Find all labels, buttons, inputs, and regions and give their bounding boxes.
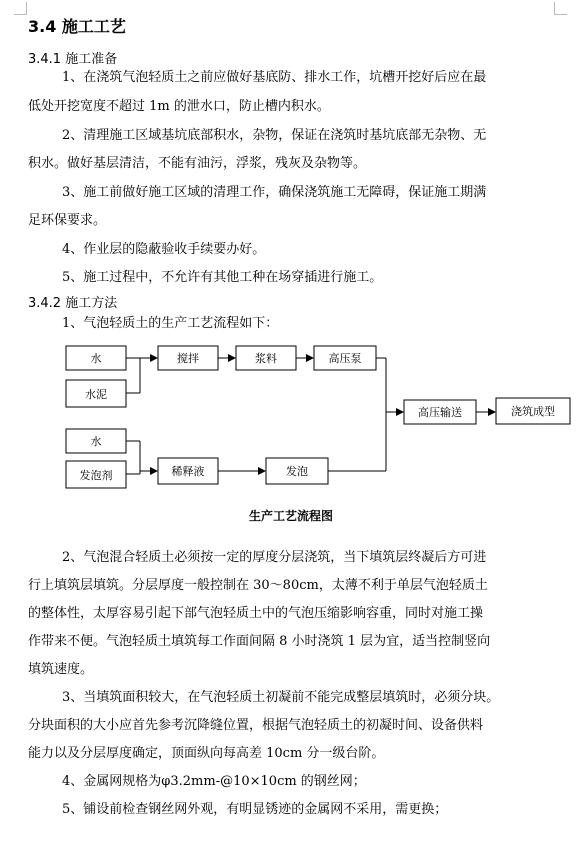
paragraph-line: 行上填筑层填筑。分层厚度一般控制在 30～80cm，太薄不利于单层气泡轻质土 (28, 578, 488, 593)
paragraph-line: 5、施工过程中，不允许有其他工种在场穿插进行施工。 (62, 270, 383, 285)
paragraph-line: 2、清理施工区域基坑底部积水，杂物，保证在浇筑时基坑底部无杂物、无 (62, 128, 487, 143)
crop-mark-top-right (554, 2, 567, 15)
box-hp-pump (314, 346, 376, 370)
section-title: 3.4 施工工艺 (28, 17, 126, 36)
box-slurry (236, 346, 296, 370)
box-label: 发泡剂 (79, 469, 113, 482)
paragraph-line: 能力以及分层厚度确定，顶面纵向每高差 10cm 分一级台阶。 (28, 746, 385, 761)
box-label: 水 (90, 352, 102, 365)
subsection-title-method: 3.4.2 施工方法 (28, 296, 118, 311)
paragraph-line: 1、气泡轻质土的生产工艺流程如下： (62, 316, 279, 331)
box-pouring (496, 398, 570, 424)
box-mixing (158, 346, 218, 370)
box-water-2 (66, 429, 126, 453)
paragraph-line: 积水。做好基层清洁，不能有油污，浮浆，残灰及杂物等。 (28, 156, 367, 171)
box-label: 稀释液 (171, 465, 205, 478)
box-label: 水 (90, 435, 102, 448)
paragraph-line: 作带来不便。气泡轻质土填筑每工作面间隔 8 小时浇筑 1 层为宜，适当控制竖向 (28, 634, 491, 649)
box-cement (66, 380, 126, 407)
box-hp-transport (404, 400, 476, 424)
paragraph-line: 3、当填筑面积较大，在气泡轻质土初凝前不能完成整层填筑时，必须分块。 (62, 690, 500, 705)
box-label: 浆料 (255, 352, 277, 365)
paragraph-line: 低处开挖宽度不超过 1m 的泄水口，防止槽内积水。 (28, 99, 330, 114)
paragraph-line: 分块面积的大小应首先参考沉降缝位置，根据气泡轻质土的初凝时间、设备供料 (28, 718, 484, 733)
paragraph-line: 5、铺设前检查钢丝网外观，有明显锈迹的金属网不采用，需更换； (62, 802, 448, 817)
flowchart-caption: 生产工艺流程图 (248, 509, 333, 523)
paragraph-line: 3、施工前做好施工区域的清理工作，确保浇筑施工无障碍，保证施工期满 (62, 185, 487, 200)
paragraph-line: 1、在浇筑气泡轻质土之前应做好基底防、排水工作，坑槽开挖好后应在最 (62, 70, 487, 85)
box-label: 高压泵 (328, 352, 362, 365)
box-water-1 (66, 346, 126, 370)
paragraph-line: 4、作业层的隐蔽验收手续要办好。 (62, 242, 266, 257)
paragraph-line: 填筑速度。 (28, 662, 94, 677)
subsection-title-preparation: 3.4.1 施工准备 (28, 52, 118, 67)
box-foaming-agent (66, 461, 126, 488)
box-label: 水泥 (85, 388, 107, 401)
paragraph-line: 2、气泡混合轻质土必须按一定的厚度分层浇筑，当下填筑层终凝后方可进 (62, 550, 487, 565)
paragraph-line: 的整体性，太厚容易引起下部气泡轻质土中的气泡压缩影响容重，同时对施工操 (28, 606, 484, 621)
crop-mark-top-left (14, 2, 27, 15)
box-label: 发泡 (286, 465, 308, 478)
box-dilution (158, 458, 218, 484)
box-label: 浇筑成型 (511, 405, 555, 418)
box-label: 高压输送 (418, 406, 462, 419)
paragraph-line: 足环保要求。 (28, 213, 107, 228)
paragraph-line: 4、金属网规格为φ3.2mm-@10×10cm 的钢丝网； (62, 774, 366, 789)
box-label: 搅拌 (177, 352, 199, 365)
box-foaming (266, 458, 328, 484)
